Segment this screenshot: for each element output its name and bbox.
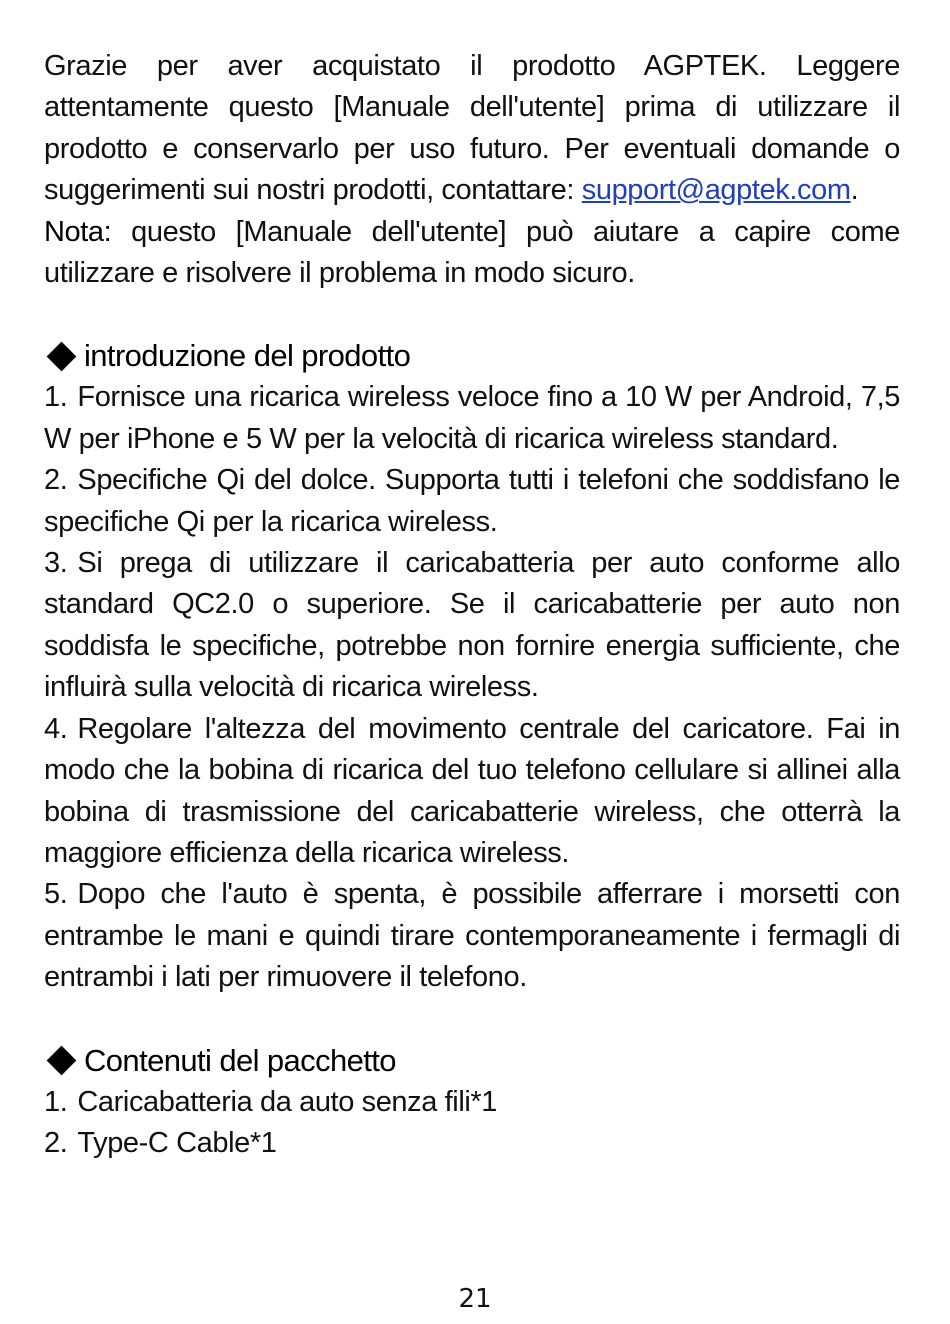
note-text: questo [Manuale dell'utente] può aiutare a capire come utilizzare e risolvere il problema in modo sicuro. [44,215,900,290]
list-item-number: 2. [44,1126,68,1159]
list-item [44,543,900,709]
list-item [44,709,900,875]
support-email-link[interactable]: support@agptek.com [581,174,851,207]
list-item-text: Fornisce una ricarica wireless veloce fino a 10 W per Android, 7,5 W per iPhone e 5 W per la velocità di ricarica wireless standard. [44,381,900,455]
list-item [44,460,900,543]
intro-text: Grazie per aver acquistato il prodotto AGPTEK. Leggere attentamente questo [Manuale dell'utente] prima di utilizzare il prodotto e conservarlo per uso futuro. Per eventuali domande o suggerimenti sui nostri prodotti, contattare: [44,50,900,207]
list-item-text: Caricabatteria da auto senza fili*1 [77,1085,498,1118]
list-item-text: Type-C Cable*1 [77,1126,277,1159]
package-contents-heading [44,1040,900,1082]
note-label: Nota: [44,215,112,248]
list-item [44,1082,900,1123]
list-item [44,377,900,460]
list-item [44,1123,900,1164]
list-item-number: 5. [44,878,68,911]
list-item-number: 1. [44,381,68,414]
package-contents-list [44,1082,900,1165]
product-intro-heading-text: introduzione del prodotto [84,338,411,374]
diamond-icon [47,1046,77,1076]
list-item-text: Regolare l'altezza del movimento centrale del caricatore. Fai in modo che la bobina di ricarica del tuo telefono cellulare si allinei alla bobina di trasmissione del caricabatterie wireless, che otterrà la maggiore efficienza della ricarica wireless. [44,712,900,869]
list-item-text: Si prega di utilizzare il caricabatteria per auto conforme allo standard QC2.0 o superiore. Se il caricabatterie per auto non soddisfa le specifiche, potrebbe non fornire energia sufficiente, che influirà sulla velocità di ricarica wireless. [44,547,900,704]
page-number: 21 [458,1284,492,1314]
list-item-number: 3. [44,547,68,580]
intro-paragraph [44,46,900,212]
product-intro-heading [44,335,900,377]
manual-page [44,46,900,1164]
intro-period: . [850,174,859,207]
list-item-text: Specifiche Qi del dolce. Supporta tutti i telefoni che soddisfano le specifiche Qi per la ricarica wireless. [44,464,900,538]
product-intro-list [44,377,900,998]
list-item [44,874,900,998]
note-paragraph [44,212,900,295]
list-item-text: Dopo che l'auto è spenta, è possibile afferrare i morsetti con entrambe le mani e quindi tirare contemporaneamente i fermagli di entrambi i lati per rimuovere il telefono. [44,878,900,994]
diamond-icon [47,342,77,372]
list-item-number: 1. [44,1085,68,1118]
list-item-number: 2. [44,464,68,497]
package-contents-heading-text: Contenuti del pacchetto [84,1042,396,1078]
list-item-number: 4. [44,712,68,745]
